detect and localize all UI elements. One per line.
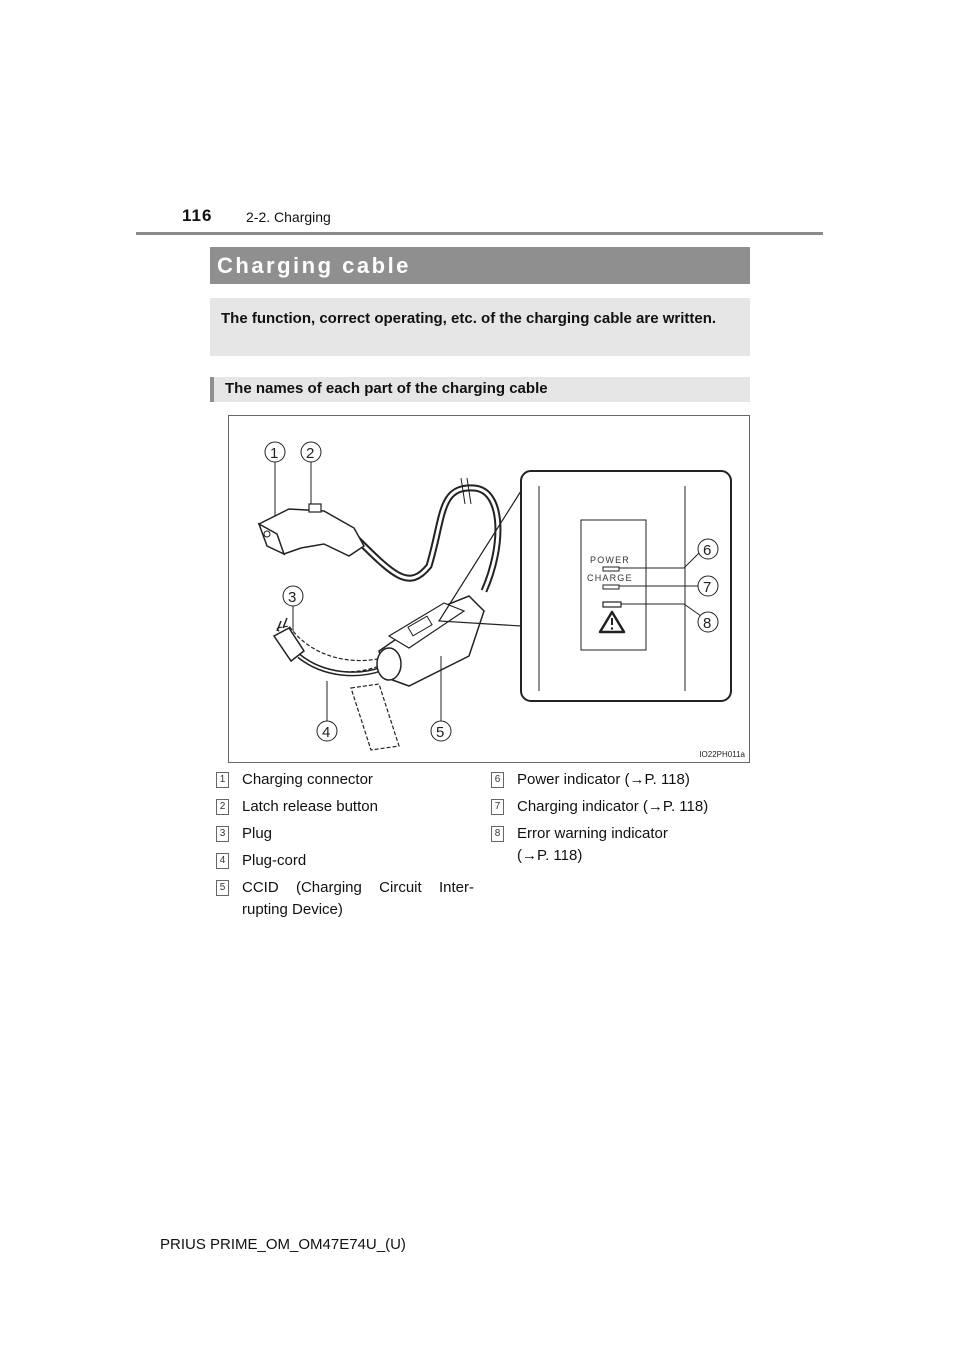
legend-num-7: 7: [491, 799, 504, 815]
figure-code: IO22PH011a: [699, 750, 745, 759]
legend-num-3: 3: [216, 826, 229, 842]
legend-text-5a: CCID (Charging Circuit Inter-: [242, 879, 474, 896]
svg-text:8: 8: [703, 615, 712, 632]
charging-cable-figure: [228, 415, 750, 763]
charging-indicator-lamp: [603, 585, 619, 589]
plug-tag-outline: [351, 684, 399, 750]
callout-4: [317, 721, 337, 741]
legend-text-7: Charging indicator (→P. 118): [517, 798, 709, 815]
legend-text-1: Charging connector: [242, 771, 373, 788]
legend-text-6: Power indicator (→P. 118): [517, 771, 690, 788]
page-number: 116: [182, 206, 213, 225]
warning-triangle-dot: [611, 627, 613, 629]
callout-3: [283, 586, 303, 606]
legend-text-3: Plug: [242, 825, 273, 842]
svg-text:4: 4: [322, 724, 331, 741]
callout-2: [301, 442, 321, 462]
page-title: Charging cable: [210, 247, 750, 284]
section-title: 2-2. Charging: [246, 209, 331, 225]
summary-box: The function, correct operating, etc. of the charging cable are written.: [210, 298, 750, 356]
svg-text:1: 1: [270, 445, 279, 462]
legend-text-2: Latch release button: [242, 798, 378, 815]
callout-8: [698, 612, 718, 632]
ccid-box-shape: [377, 596, 484, 686]
legend-text-5b: rupting Device): [242, 901, 343, 918]
legend-text-4: Plug-cord: [242, 852, 307, 869]
legend-num-4: 4: [216, 853, 229, 869]
callout-5: [431, 721, 451, 741]
header-rule: [136, 232, 823, 235]
callout-6: [698, 539, 718, 559]
svg-text:2: 2: [306, 445, 315, 462]
svg-text:6: 6: [703, 542, 712, 559]
charging-cable-illustration: [229, 416, 751, 764]
legend-text-8b: (→P. 118): [517, 847, 583, 864]
svg-text:5: 5: [436, 724, 445, 741]
footer-code: PRIUS PRIME_OM_OM47E74U_(U): [160, 1236, 406, 1253]
legend-num-1: 1: [216, 772, 229, 788]
svg-text:3: 3: [288, 589, 297, 606]
cable-outer: [354, 488, 498, 591]
charge-label: CHARGE: [587, 573, 633, 583]
subheading: The names of each part of the charging cable: [210, 377, 750, 402]
power-indicator-lamp: [603, 567, 619, 571]
callout-7: [698, 576, 718, 596]
plug-shape: [274, 618, 304, 661]
legend-num-6: 6: [491, 772, 504, 788]
legend-text-8a: Error warning indicator: [517, 825, 668, 842]
callout-1: [265, 442, 285, 462]
legend-num-5: 5: [216, 880, 229, 896]
cable-inner: [354, 488, 498, 591]
legend-num-8: 8: [491, 826, 504, 842]
legend-num-2: 2: [216, 799, 229, 815]
power-label: POWER: [590, 555, 631, 565]
svg-text:7: 7: [703, 579, 712, 596]
error-indicator-lamp: [603, 602, 621, 607]
